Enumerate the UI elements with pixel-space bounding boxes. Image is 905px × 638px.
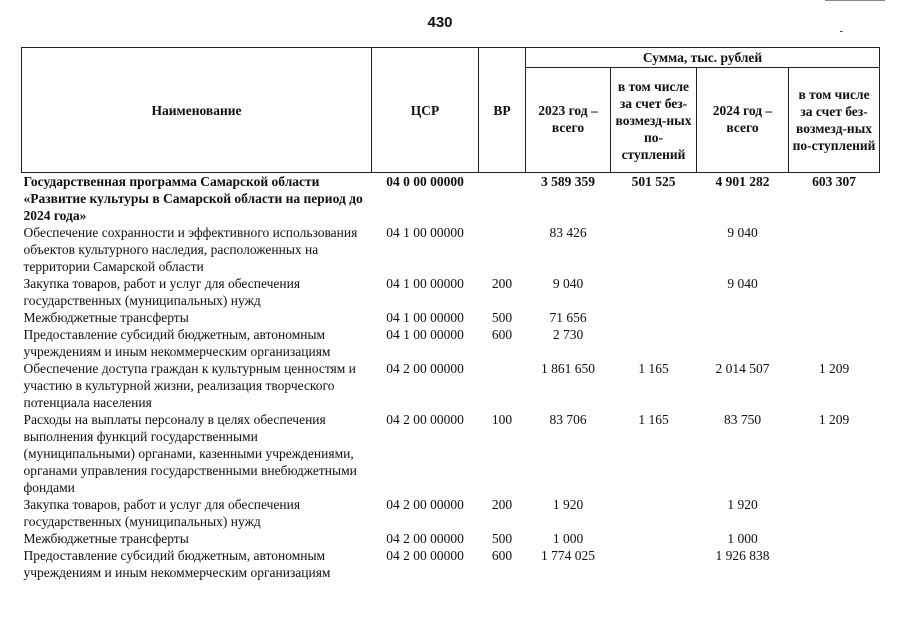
cell-csr: 04 0 00 00000 <box>386 174 464 189</box>
header-2023-total: 2023 год – всего <box>526 68 611 173</box>
cell-csr: 04 2 00 00000 <box>386 361 464 376</box>
cell-2023-grant <box>611 547 697 581</box>
cell-name: Закупка товаров, работ и услуг для обеспечения государственных (муниципальных) нужд <box>23 276 301 308</box>
cell-2023-total: 71 656 <box>549 310 587 325</box>
table-row <box>22 411 880 496</box>
cell-2024-total: 1 000 <box>727 531 758 546</box>
table-row <box>22 360 880 411</box>
cell-vr <box>479 173 526 225</box>
header-2024-total: 2024 год – всего <box>697 68 789 173</box>
cell-2024-grant <box>789 309 880 326</box>
cell-name: Предоставление субсидий бюджетным, автономным учреждениям и иным некоммерческим организациям <box>23 548 331 580</box>
cell-2024-total <box>697 326 789 360</box>
table-row <box>22 496 880 530</box>
cell-2023-grant <box>611 530 697 547</box>
cell-2024-grant <box>789 547 880 581</box>
cell-name: Расходы на выплаты персоналу в целях обеспечения выполнения функций государственными (муниципальными) органами, казенными учреждениями, органами управления государственными внебюджетными фондами <box>23 412 357 495</box>
cell-2024-grant: 603 307 <box>812 174 856 189</box>
cell-vr: 600 <box>491 548 513 563</box>
cell-2024-total: 9 040 <box>727 276 758 291</box>
cell-2024-grant <box>789 275 880 309</box>
table-row <box>22 275 880 309</box>
cell-2023-total: 83 426 <box>549 225 587 240</box>
cell-name: Государственная программа Самарской области «Развитие культуры в Самарской области на период до 2024 года» <box>23 174 363 223</box>
cell-2024-total: 4 901 282 <box>715 174 770 189</box>
cell-2023-total: 1 000 <box>552 531 584 546</box>
scan-edge-line <box>825 0 885 2</box>
cell-2024-total: 1 926 838 <box>715 548 770 563</box>
cell-2024-grant <box>789 496 880 530</box>
table-body <box>22 173 880 582</box>
cell-csr: 04 1 00 00000 <box>386 327 464 342</box>
header-sum-group: Сумма, тыс. рублей <box>526 48 880 68</box>
header-name: Наименование <box>22 48 372 173</box>
cell-2023-total: 83 706 <box>549 412 587 427</box>
cell-2024-grant: 1 209 <box>818 361 850 376</box>
cell-name: Предоставление субсидий бюджетным, автономным учреждениям и иным некоммерческим организациям <box>23 327 331 359</box>
cell-csr: 04 1 00 00000 <box>386 310 464 325</box>
cell-2024-total: 83 750 <box>723 412 762 427</box>
cell-2023-grant <box>611 496 697 530</box>
cell-2023-total: 2 730 <box>552 327 584 342</box>
table-row <box>22 530 880 547</box>
cell-2023-total: 3 589 359 <box>541 174 595 189</box>
cell-2024-grant <box>789 326 880 360</box>
cell-vr: 600 <box>491 327 513 342</box>
cell-2023-total: 1 774 025 <box>541 548 595 563</box>
cell-vr <box>479 224 526 275</box>
cell-csr: 04 2 00 00000 <box>386 412 464 427</box>
page-number: 430 <box>427 14 453 31</box>
cell-2023-grant <box>611 326 697 360</box>
cell-name: Закупка товаров, работ и услуг для обеспечения государственных (муниципальных) нужд <box>23 497 301 529</box>
cell-2024-total: 9 040 <box>727 225 758 240</box>
cell-name: Межбюджетные трансферты <box>23 310 189 325</box>
cell-csr: 04 2 00 00000 <box>386 531 464 546</box>
cell-vr: 500 <box>491 310 513 325</box>
cell-2023-total: 9 040 <box>552 276 584 291</box>
cell-2023-grant <box>611 309 697 326</box>
table-row <box>22 326 880 360</box>
budget-table <box>21 47 880 581</box>
cell-2023-grant: 1 165 <box>638 361 669 376</box>
cell-vr: 200 <box>491 497 513 512</box>
cell-2023-grant <box>611 275 697 309</box>
cell-name: Обеспечение доступа граждан к культурным ценностям и участию в культурной жизни, реализация творческого потенциала населения <box>23 361 356 410</box>
cell-2023-grant: 1 165 <box>638 412 669 427</box>
cell-2024-grant <box>789 530 880 547</box>
cell-2023-total: 1 861 650 <box>541 361 595 376</box>
cell-name: Обеспечение сохранности и эффективного использования объектов культурного наследия, расположенных на территории Самарской области <box>23 225 358 274</box>
cell-2024-total: 2 014 507 <box>715 361 770 376</box>
table-row <box>22 224 880 275</box>
cell-csr: 04 1 00 00000 <box>386 276 464 291</box>
cell-2024-grant <box>789 224 880 275</box>
cell-2024-total <box>697 309 789 326</box>
header-2024-grant: в том числе за счет без-возмезд-ных по-ступлений <box>789 68 880 173</box>
cell-vr: 200 <box>491 276 513 291</box>
cell-vr: 500 <box>491 531 513 546</box>
cell-2024-total: 1 920 <box>727 497 758 512</box>
cell-csr: 04 2 00 00000 <box>386 548 464 563</box>
cell-2023-grant: 501 525 <box>631 174 676 189</box>
cell-csr: 04 2 00 00000 <box>386 497 464 512</box>
cell-vr <box>479 360 526 411</box>
table-row <box>22 173 880 225</box>
cell-2023-grant <box>611 224 697 275</box>
cell-2023-total: 1 920 <box>552 497 584 512</box>
cell-2024-grant: 1 209 <box>818 412 850 427</box>
cell-csr: 04 1 00 00000 <box>386 225 464 240</box>
table-row <box>22 547 880 581</box>
header-vr: ВР <box>479 48 526 173</box>
header-csr: ЦСР <box>372 48 479 173</box>
cell-name: Межбюджетные трансферты <box>23 531 189 546</box>
table-row <box>22 309 880 326</box>
header-2023-grant: в том числе за счет без-возмезд-ных по-ступлений <box>611 68 697 173</box>
cell-vr: 100 <box>491 412 513 427</box>
scan-speck: - <box>839 26 843 37</box>
